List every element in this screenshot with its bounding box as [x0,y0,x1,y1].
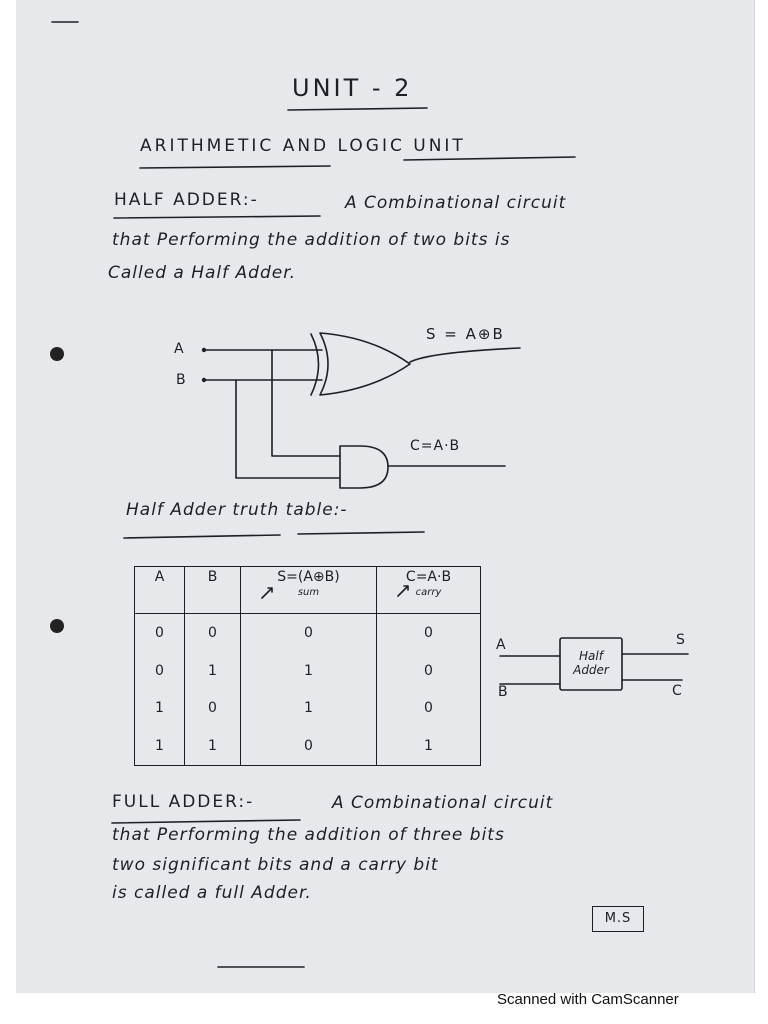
table-cell: 1 [185,727,241,766]
full-adder-heading: FULL ADDER:- [112,792,255,812]
block-output-s-label: S [676,632,686,648]
table-cell: 1 [135,727,185,766]
and-gate-body [340,446,388,488]
table-cell: 0 [241,614,377,653]
full-adder-definition-line1: A Combinational circuit [332,793,554,813]
table-row [135,652,481,689]
heading-underline-left [140,166,330,168]
carry-note: carry [415,587,442,598]
header-cell-sum: S=(A⊕B) sum [241,567,377,614]
half-adder-underline [114,216,320,218]
block-label-line1: Half [579,649,603,663]
block-output-c-label: C [672,683,683,699]
block-label-line2: Adder [573,663,609,677]
table-cell: 0 [377,652,481,689]
table-row [135,614,481,653]
header-cell-carry: C=A·B carry [377,567,481,614]
table-cell: 0 [135,652,185,689]
header-cell-a: A [135,567,185,614]
table-cell: 0 [241,727,377,766]
table-cell: 0 [377,689,481,726]
header-cell-b: B [185,567,241,614]
table-cell: 0 [185,614,241,653]
half-adder-heading: HALF ADDER:- [114,190,259,210]
block-input-b-label: B [498,684,509,700]
circuit-sum-label: S = A⊕B [426,325,505,343]
section-heading: ARITHMETIC AND LOGIC UNIT [140,136,466,156]
full-adder-definition-line2: that Performing the addition of three bits [112,825,505,845]
truth-heading-underline-left [124,535,280,538]
heading-underline-right [404,157,575,160]
xor-gate-back-curve [311,334,319,395]
sum-note: sum [297,587,320,598]
truth-table-heading: Half Adder truth table:- [126,500,348,520]
full-adder-definition-line3: two significant bits and a carry bit [112,855,439,875]
block-input-a-label: A [496,637,507,653]
table-row [135,727,481,766]
title-underline [288,108,427,110]
table-cell: 0 [185,689,241,726]
full-adder-definition-line4: is called a full Adder. [112,883,312,903]
input-a-dot [202,348,206,352]
full-adder-underline [112,820,300,823]
table-cell: 1 [185,652,241,689]
table-cell: 0 [135,614,185,653]
signature-box: M.S [592,906,644,932]
circuit-input-b-label: B [176,372,187,388]
table-cell: 1 [377,727,481,766]
half-adder-definition-line1: A Combinational circuit [345,193,567,213]
table-cell: 1 [135,689,185,726]
half-adder-definition-line2: that Performing the addition of two bits is [112,230,511,250]
sum-output-wire [410,348,520,362]
xor-gate-body [320,333,410,395]
circuit-carry-label: C=A·B [410,438,461,454]
table-row [135,689,481,726]
table-cell: 0 [377,614,481,653]
page-title: UNIT - 2 [292,74,413,102]
table-cell: 1 [241,652,377,689]
input-b-dot [202,378,206,382]
truth-heading-underline-right [298,532,424,534]
circuit-input-a-label: A [174,341,185,357]
table-cell: 1 [241,689,377,726]
half-adder-truth-table [134,566,481,766]
half-adder-definition-line3: Called a Half Adder. [108,263,297,283]
scanner-footer: Scanned with CamScanner [497,991,679,1008]
truth-table-header-row [135,567,481,614]
wire-a-tap [272,350,340,456]
